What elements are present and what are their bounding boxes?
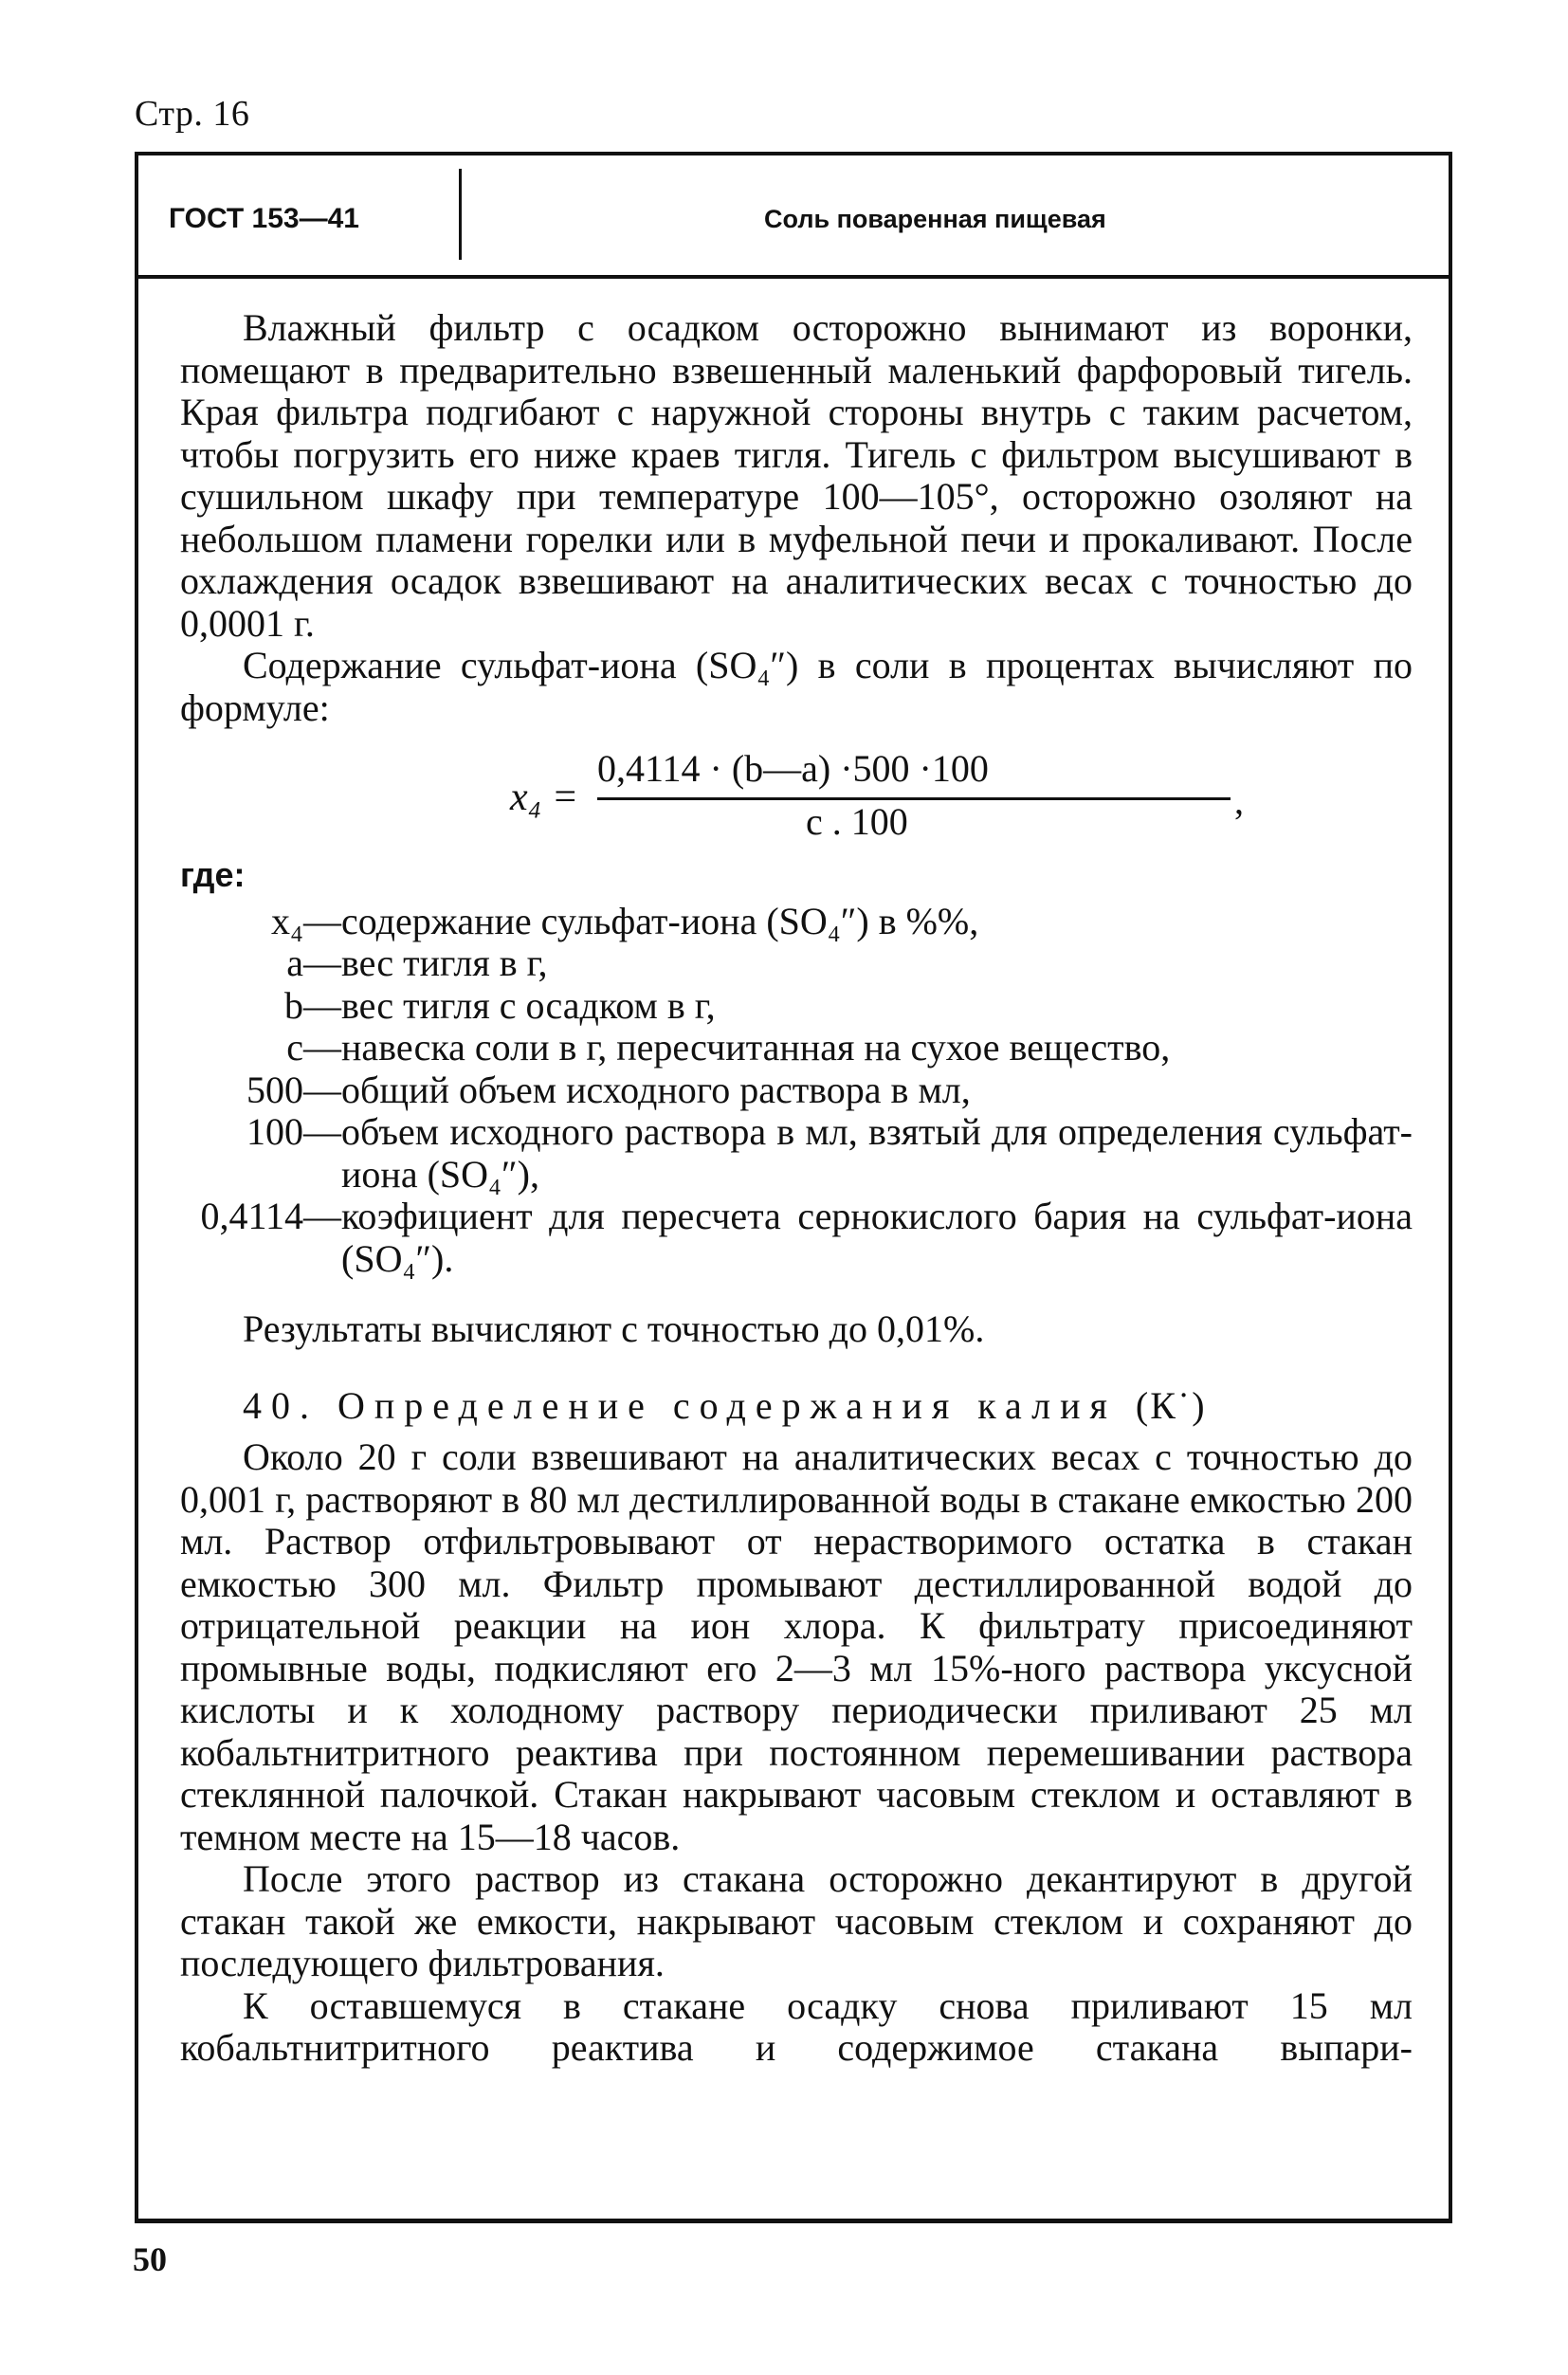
section-title-ion: (К˙) (1135, 1383, 1207, 1427)
header-divider (459, 169, 462, 260)
definition-text: общий объем исходного раствора в мл, (341, 1068, 971, 1111)
definition-symbol: x₄— (271, 899, 341, 942)
paragraph-potassium-method: Около 20 г соли взвешивают на аналитических весах с точностью до 0,001 г, растворяют в 80 мл дестиллированной воды в стакане емкостью 200 мл. Раствор отфильтровывают от нерастворимого остатка в стакан емкостью 300 мл. Фильтр промывают дестиллированной водой до отрицательной реакции на ион хлора. К фильтрату присоединяют промывные воды, подкисляют его 2—3 мл 15%-ного раствора уксусной кислоты и к холодному раствору периодически приливают 25 мл кобальтнитритного реактива при постоянном перемешивании раствора стеклянной палочкой. Стакан накрывают часовым стеклом и оставляют в темном месте на 15—18 часов. (180, 1435, 1413, 1858)
formula-lhs: x₄ = (510, 776, 579, 819)
formula-comma: , (1234, 779, 1244, 822)
page-reference: Стр. 16 (135, 94, 250, 134)
definition-text: коэфициент для пересчета сернокислого бария на сульфат-иона (SO₄″). (341, 1195, 1413, 1280)
formula-numerator: 0,4114 · (b—a) ·500 ·100 (597, 747, 989, 790)
definition-text: вес тигля в г, (341, 941, 548, 984)
definition-symbol: 100— (246, 1110, 341, 1153)
variable-definitions (180, 901, 1413, 1281)
page-frame (135, 152, 1452, 2223)
definition-symbol: c— (286, 1026, 341, 1069)
running-header (138, 155, 1449, 279)
definition-row (180, 901, 1413, 943)
page-number: 50 (133, 2240, 167, 2278)
definition-row (180, 1027, 1413, 1069)
definition-text: объем исходного раствора в мл, взятый для определения сульфат-иона (SO₄″), (341, 1110, 1413, 1196)
definition-row (180, 1069, 1413, 1112)
section-title: 40. Определение содержания калия (243, 1383, 1117, 1427)
definition-row (180, 1196, 1413, 1280)
section-heading (180, 1385, 1413, 1428)
standard-title: Соль поваренная пищевая (764, 205, 1106, 233)
sulfate-formula (180, 742, 1413, 854)
definition-text: содержание сульфат-иона (SO₄″) в %%, (341, 899, 979, 942)
definition-text: вес тигля с осадком в г, (341, 983, 716, 1027)
paragraph-decant: После этого раствор из стакана осторожно декантируют в другой стакан такой же емкости, накрывают часовым стеклом и сохраняют до последующего фильтрования. (180, 1857, 1413, 1984)
definition-symbol: b— (284, 983, 341, 1027)
definition-row (180, 1111, 1413, 1196)
standard-number: ГОСТ 153—41 (169, 203, 359, 234)
definition-text: навеска соли в г, пересчитанная на сухое вещество, (341, 1026, 1171, 1069)
paragraph-filter-drying: Влажный фильтр с осадком осторожно вынимают из воронки, помещают в предварительно взвешенный маленький фарфоровый тигель. Края фильтра подгибают с наружной стороны внутрь с таким расчетом, чтобы погрузить его ниже краев тигля. Тигель с фильтром высушивают в сушильном шкафу при температуре 100—105°, осторожно озоляют на небольшом пламени горелки или в муфельной печи и прокаливают. После охлаждения осадок взвешивают на аналитических весах с точностью до 0,0001 г. (180, 306, 1413, 645)
result-precision-note: Результаты вычисляют с точностью до 0,01%. (243, 1307, 985, 1350)
definition-symbol: 500— (246, 1068, 341, 1111)
definition-symbol: 0,4114— (200, 1195, 341, 1237)
fraction-bar (597, 797, 1231, 800)
page-body (180, 307, 1413, 2070)
paragraph-sulfate-formula-intro: Содержание сульфат-иона (SO₄″) в соли в процентах вычисляют по формуле: (180, 644, 1413, 729)
definition-symbol: a— (286, 941, 341, 984)
paragraph-evaporate: К оставшемуся в стакане осадку снова приливают 15 мл кобальтнитритного реактива и содержимое стакана выпари- (180, 1983, 1413, 2069)
definition-row (180, 942, 1413, 985)
definition-row (180, 985, 1413, 1028)
where-label: где: (180, 855, 246, 894)
formula-denominator: c . 100 (806, 800, 908, 843)
